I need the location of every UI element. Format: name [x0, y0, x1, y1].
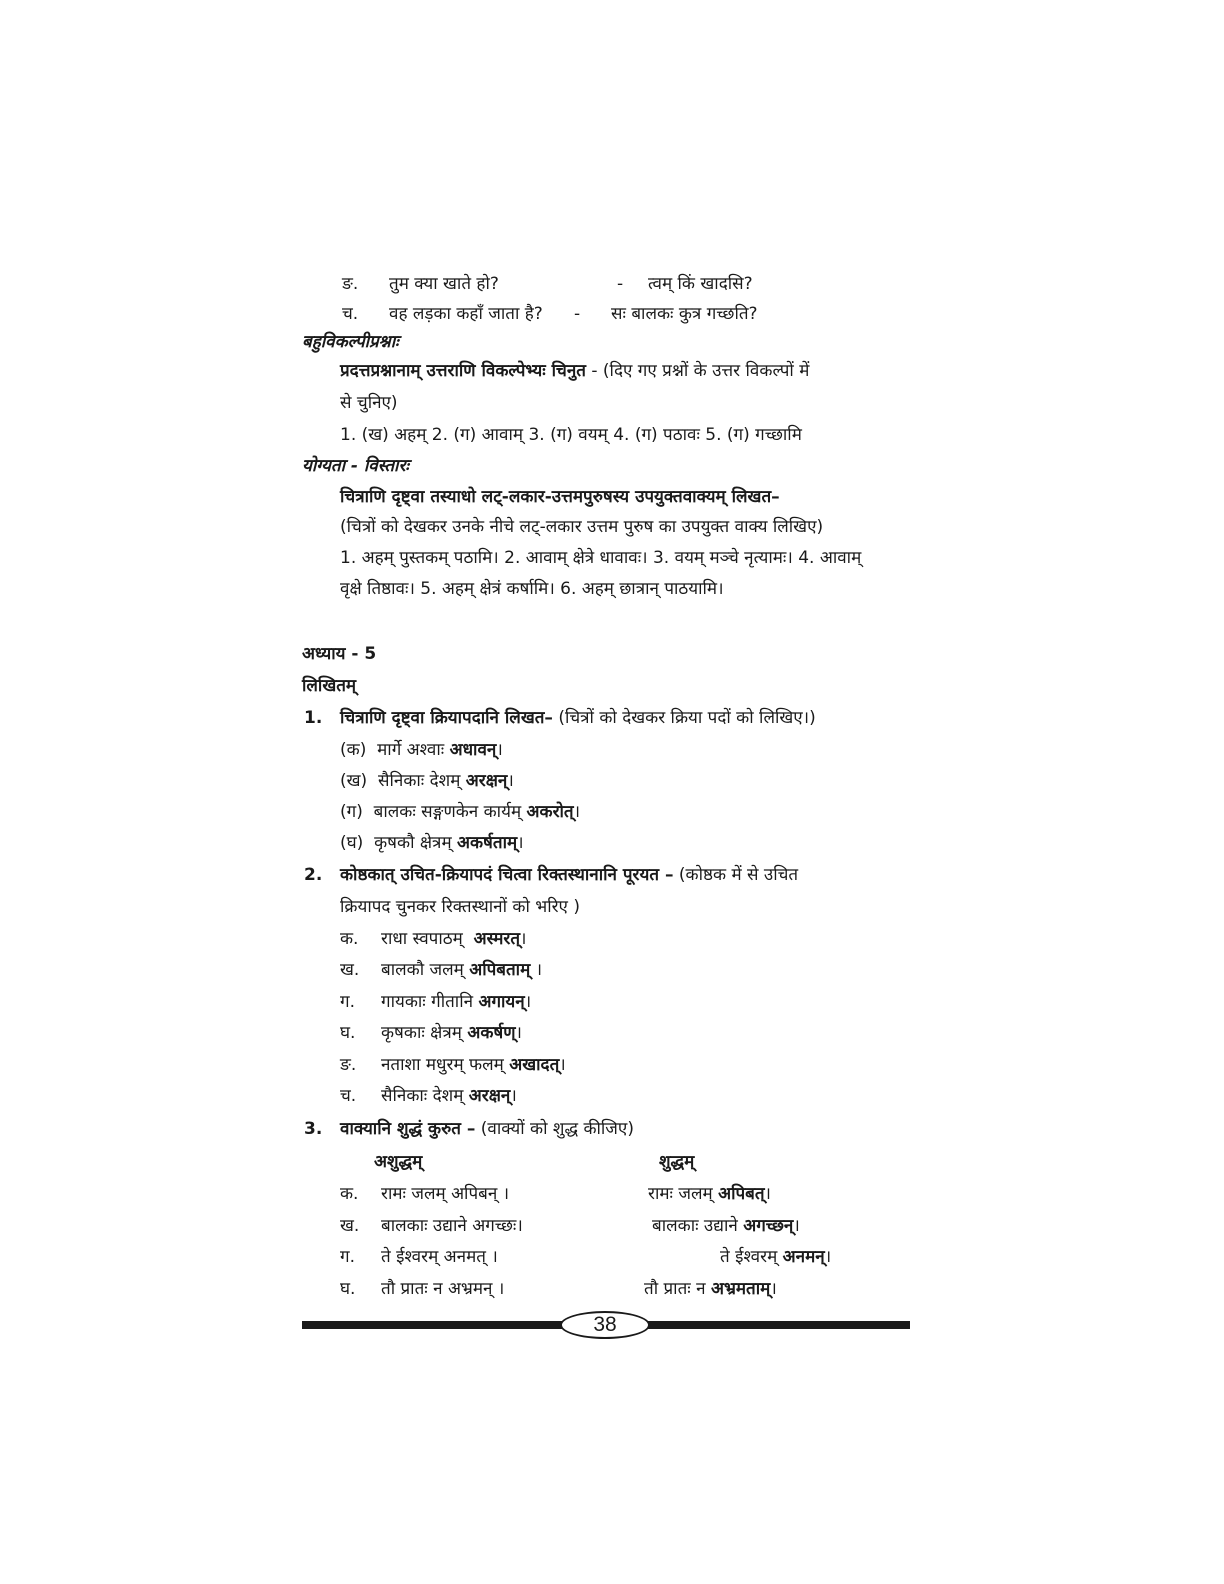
item-answer: अरक्षन् [468, 1086, 511, 1106]
correct-plain: बालकाः उद्याने [652, 1216, 738, 1236]
item-label: घ. [340, 1023, 356, 1043]
instruction-bold: प्रदत्तप्रश्नानाम् उत्तराणि विकल्पेभ्यः चिनुत [340, 361, 586, 381]
row-end: । [793, 1216, 800, 1236]
item-answer: अधावन् [449, 740, 497, 760]
instruction-hindi: - (दिए गए प्रश्नों के उत्तर विकल्पों में [591, 361, 810, 381]
question-number: 3. [304, 1119, 323, 1139]
wrong-sentence: तौ प्रातः न अभ्रमन् । [381, 1279, 505, 1299]
item-answer: अगायन् [478, 992, 525, 1012]
question-bold: कोष्ठकात् उचित-क्रियापदं चित्वा रिक्तस्थानानि पूरयत – [340, 865, 674, 885]
item-end: । [530, 960, 543, 980]
row-label: घ. [340, 1279, 356, 1299]
question-hindi: (कोष्ठक में से उचित [678, 865, 799, 885]
question-1 [340, 707, 816, 729]
item-end: । [573, 802, 581, 822]
item-answer: अकरोत् [526, 802, 574, 822]
item-label: ख. [340, 960, 360, 980]
correct-answer: अनमन् [782, 1247, 825, 1267]
list-item [381, 991, 531, 1013]
item-end: । [507, 771, 514, 791]
correct-sentence [644, 1278, 777, 1300]
item-letter: च. [342, 304, 359, 324]
section-heading-yogyata: योग्यता - विस्तारः [302, 456, 409, 476]
dash: - [617, 274, 624, 294]
item-answer: अपिबताम् [469, 960, 531, 980]
instruction-continuation: से चुनिए) [340, 393, 398, 413]
correct-answer: अपिबत् [718, 1184, 765, 1204]
question-number: 2. [304, 865, 323, 885]
list-item [340, 832, 524, 854]
item-label: ङ. [340, 1055, 357, 1075]
dash: - [574, 304, 581, 324]
list-item [340, 739, 503, 761]
correct-answer: अभ्रमताम् [710, 1279, 771, 1299]
chapter-title: अध्याय - 5 [302, 644, 377, 664]
item-answer: अकर्षण् [467, 1023, 516, 1043]
column-header-right: शुद्धम् [659, 1152, 695, 1172]
correct-plain: रामः जलम् [648, 1184, 713, 1204]
wrong-sentence: बालकाः उद्याने अगच्छः। [381, 1216, 523, 1236]
item-end: । [515, 1023, 522, 1043]
mcq-answers: 1. (ख) अहम् 2. (ग) आवाम् 3. (ग) वयम् 4. (ग) पठावः 5. (ग) गच्छामि [340, 425, 802, 445]
item-end: । [496, 740, 503, 760]
item-text: नताशा मधुरम् फलम् [381, 1055, 504, 1075]
list-item [381, 1054, 566, 1076]
question-bold: वाक्यानि शुद्धं कुरुत – [340, 1119, 476, 1139]
hindi-sentence: तुम क्या खाते हो? [389, 274, 499, 294]
yogyata-instruction-hindi: (चित्रों को देखकर उनके नीचे लट्-लकार उत्तम पुरुष का उपयुक्त वाक्य लिखिए) [340, 517, 824, 537]
hindi-sentence: वह लड़का कहाँ जाता है? [389, 304, 543, 324]
chapter-subtitle: लिखितम् [302, 676, 357, 696]
page-number: 38 [560, 1311, 650, 1339]
item-text: कृषकौ क्षेत्रम् [374, 833, 452, 853]
row-end: । [764, 1184, 771, 1204]
yogyata-answers: 1. अहम् पुस्तकम् पठामि। 2. आवाम् क्षेत्रे धावावः। 3. वयम् मञ्चे नृत्यामः। 4. आवाम् [340, 548, 862, 568]
correct-sentence [648, 1183, 771, 1205]
correct-sentence [652, 1215, 800, 1237]
section-heading-mcq: बहुविकल्पीप्रश्नाः [302, 332, 399, 352]
row-label: ग. [340, 1247, 355, 1267]
item-text: बालकौ जलम् [381, 960, 464, 980]
question-3 [340, 1118, 634, 1140]
wrong-sentence: ते ईश्वरम् अनमत् । [381, 1247, 498, 1267]
item-end: । [517, 833, 524, 853]
item-text: कृषकाः क्षेत्रम् [381, 1023, 462, 1043]
item-label: (ग) [340, 802, 363, 822]
item-text: मार्गे अश्वाः [377, 740, 445, 760]
item-answer: अखादत् [509, 1055, 560, 1075]
list-item [381, 1022, 522, 1044]
item-answer: अस्मरत् [473, 929, 521, 949]
item-text: सैनिकाः देशम् [377, 771, 461, 791]
item-label: क. [340, 929, 359, 949]
item-label: (क) [340, 740, 367, 760]
row-end: । [824, 1247, 832, 1267]
correct-plain: तौ प्रातः न [644, 1279, 706, 1299]
row-label: क. [340, 1184, 359, 1204]
list-item [340, 770, 514, 792]
item-end: । [520, 929, 527, 949]
item-label: ग. [340, 992, 355, 1012]
list-item [381, 1085, 517, 1107]
list-item [340, 801, 580, 823]
column-header-wrong: अशुद्धम् [374, 1152, 423, 1172]
item-text: गायकाः गीतानि [381, 992, 474, 1012]
yogyata-answers: वृक्षे तिष्ठावः। 5. अहम् क्षेत्रं कर्षामि। 6. अहम् छात्रान् पाठयामि। [340, 579, 724, 599]
item-end: । [524, 992, 532, 1012]
list-item [381, 928, 526, 950]
item-answer: अकर्षताम् [457, 833, 518, 853]
sanskrit-sentence: सः बालकः कुत्र गच्छति? [611, 304, 758, 324]
question-2 [340, 864, 798, 886]
question-hindi: (वाक्यों को शुद्ध कीजिए) [480, 1119, 634, 1139]
mcq-instruction [340, 360, 809, 382]
item-label: (ख) [340, 771, 368, 791]
question-number: 1. [304, 708, 323, 728]
correct-sentence [720, 1246, 831, 1268]
item-label: च. [340, 1086, 357, 1106]
correct-answer: अगच्छन् [743, 1216, 794, 1236]
correct-plain: ते ईश्वरम् [720, 1247, 778, 1267]
item-end: । [559, 1055, 566, 1075]
wrong-sentence: रामः जलम् अपिबन् । [381, 1184, 510, 1204]
question-continuation: क्रियापद चुनकर रिक्तस्थानों को भरिए ) [340, 897, 580, 917]
question-hindi: (चित्रों को देखकर क्रिया पदों को लिखिए।) [558, 708, 816, 728]
item-text: राधा स्वपाठम् [381, 929, 463, 949]
item-label: (घ) [340, 833, 364, 853]
yogyata-instruction: चित्राणि दृष्ट्वा तस्याधो लट्-लकार-उत्तमपुरुषस्य उपयुक्तवाक्यम् लिखत– [340, 487, 780, 507]
sanskrit-sentence: त्वम् किं खादसि? [648, 274, 753, 294]
item-text: बालकः सङ्गणकेन कार्यम् [373, 802, 522, 822]
row-label: ख. [340, 1216, 360, 1236]
item-text: सैनिकाः देशम् [381, 1086, 464, 1106]
question-bold: चित्राणि दृष्ट्वा क्रियापदानि लिखत– [340, 708, 553, 728]
item-end: । [510, 1086, 517, 1106]
item-letter: ङ. [342, 274, 359, 294]
row-end: । [770, 1279, 777, 1299]
list-item [381, 959, 542, 981]
item-answer: अरक्षन् [465, 771, 508, 791]
